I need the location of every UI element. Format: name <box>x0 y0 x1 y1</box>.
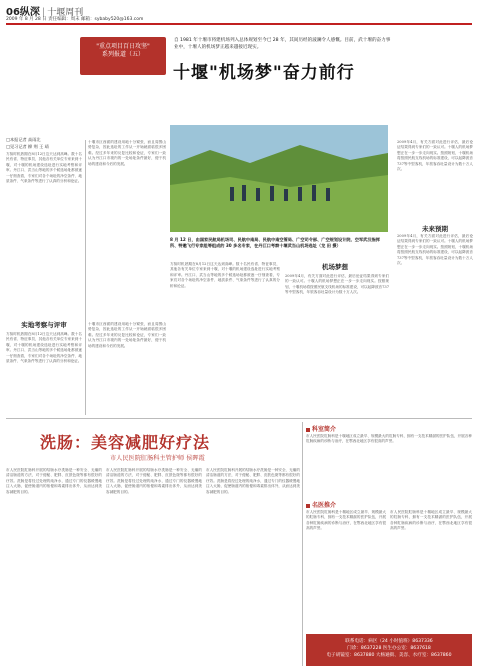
square-bullet-icon <box>306 428 310 432</box>
article-column-1: 方抹时机熟期在8月12日这天达到高峰。数十名民有省、特征事员，其他各有关单位专家来到十堰，对十堰的机场建设选址进行实地考察和评审。丹江口、武当山等地的多个候选场址都被逐一仔细查看，专家们对各个场址的净空条件、地质条件、气象条件等进行了认真的分析和论证。 <box>6 152 82 184</box>
subhead-outlook: 未来预期 <box>422 225 448 233</box>
byline-reporter: □本报记者 高雨北 <box>6 137 41 142</box>
section-divider <box>6 418 472 419</box>
article-column-5: 2009年4月，有关方面对此进行评估，最后论证结果得到专家们的一致认可。十堰人的机场梦想正在一步一步走向现实。按照规划，十堰机场将按照民航支线机场的标准建设，可以起降波音737等中型客机，年旅客吞吐量设计为数十万人次。 <box>285 274 389 295</box>
badge-line-2: 系列报道（五） <box>101 51 144 58</box>
article-column-3: 2009年4月，有关方面对此进行评估，最后论证结果得到专家们的一致认可。十堰人的机场梦想正在一步一步走向现实。按照规划，十堰机场将按照民航支线机场的标准建设，可以起降波音737等中型客机，年旅客吞吐量设计为数十万人次。 <box>397 140 473 172</box>
lead-paragraph: 自 1981 年十堰市将建机场列入总体规划至今已 28 年，其间历经的波澜令人感慨。目前，武十堰的奋力事业中，十堰人的机场梦正越来越接近现实。 <box>174 38 391 50</box>
badge-line-1: "重点项目百日攻坚" <box>96 43 150 50</box>
photo-illustration <box>170 125 388 232</box>
subhead-dream: 机场梦想 <box>322 263 348 271</box>
header-rule <box>6 23 472 25</box>
main-headline: 十堰"机场梦"奋力前行 <box>173 63 355 83</box>
news-photo <box>170 125 388 232</box>
date-editor-line: 2009 年 8 月 28 日 责任编辑：周末 邮箱：sybaby520@163.com <box>6 17 144 22</box>
section-name: 纵深 <box>19 7 40 18</box>
square-bullet-icon <box>306 504 310 508</box>
byline-trainee: □见习记者 柳 荆 王 靖 <box>6 143 49 149</box>
contact-box <box>306 634 472 666</box>
dept-intro-title: 科室简介 <box>306 424 336 433</box>
article-column-2b: 十堰市区西面的建设用地十分紧张，而且周围山势复杂，因此选址的工作从一开始就面临很多困难。经过多年来的反复比较和论证，专家们一致认为丹江口市境内的一处场址条件最好，便于机场的建设和今后的发展。 <box>88 322 166 348</box>
article-column-4: 方抹时机熟期在8月12日这天达到高峰。数十名民有省、特征事员，其他各有关单位专家来到十堰，对十堰的机场建设选址进行实地考察和评审。丹江口、武当山等地的多个候选场址都被逐一仔细查看，专家们对各个场址的净空条件、地质条件、气象条件等进行了认真的分析和论证。 <box>170 262 280 288</box>
contact-line-1: 联系电话：病区（24 小时值班）8637336 <box>345 639 433 644</box>
article-column-2: 十堰市区西面的建设用地十分紧张，而且周围山势复杂，因此选址的工作从一开始就面临很多困难。经过多年来的反复比较和论证，专家们一致认为丹江口市境内的一处场址条件最好，便于机场的建设和今后的发展。 <box>88 140 166 166</box>
byline <box>6 137 76 150</box>
article2-column-1: 市人民医院肛肠科开展的结肠水疗洗肠是一种安全、无痛的清洁肠道的方法，对于便秘、肥胖、皮肤色斑等都有很好的疗效。洗肠是将经过处理的纯净水，通过专门的仪器缓慢地注入大肠，促使肠道内的宿便和毒素排出体外，从而达到美容减肥的目的。 <box>6 468 102 494</box>
title-separator: | <box>41 7 46 18</box>
article-column-1b: 方抹时机熟期在8月12日这天达到高峰。数十名民有省、特征事员，其他各有关单位专家来到十堰，对十堰的机场建设选址进行实地考察和评审。丹江口、武当山等地的多个候选场址都被逐一仔细查看，专家们对各个场址的净空条件、地质条件、气象条件等进行了认真的分析和论证。 <box>6 332 82 364</box>
doctors-text-1: 市人民医院肛肠科是十堰地区成立最早、规模最大的肛肠专科，拥有一支技术精湛的医护队伍，开展各种肛肠疾病的诊断与治疗，在鄂西北地区享有很高的声誉。 <box>306 510 386 531</box>
article2-title: 洗肠：美容减肥好疗法 <box>40 433 211 452</box>
column-divider <box>85 140 86 415</box>
contact-line-3: 电子胡镜室：8637880 大杨通街、美容、水疗室：8637860 <box>326 653 452 658</box>
edition-name: 十堰周刊 <box>47 8 84 18</box>
series-badge <box>80 37 166 75</box>
contact-line-2: 门诊：8637228 医生办公室：8637618 <box>347 646 431 651</box>
dept-intro-text: 市人民医院肛肠科是十堰地区成立最早、规模最大的肛肠专科，拥有一支技术精湛的医护队伍，开展各种肛肠疾病的诊断与治疗，在鄂西北地区享有很高的声誉。 <box>306 434 472 444</box>
photo-caption: 8 月 12 日，由国家民航局机场司、民航中南局、民航中南空管局、广空司令部、广空规划设计院、空军武汉指挥所、特邀飞行专家组等组成的 30 多名专家，在丹江口考察十堰武当山机场选址（龙 田 摄） <box>170 237 380 248</box>
article2-subtitle: 市人民医院肛肠科主管护师 侯晖霞 <box>110 455 205 462</box>
page-header <box>6 3 472 23</box>
right-box-divider <box>302 422 303 666</box>
article2-column-2: 市人民医院肛肠科开展的结肠水疗洗肠是一种安全、无痛的清洁肠道的方法，对于便秘、肥胖、皮肤色斑等都有很好的疗效。洗肠是将经过处理的纯净水，通过专门的仪器缓慢地注入大肠，促使肠道内的宿便和毒素排出体外，从而达到美容减肥的目的。 <box>106 468 202 494</box>
article-column-3b: 2009年4月，有关方面对此进行评估，最后论证结果得到专家们的一致认可。十堰人的机场梦想正在一步一步走向现实。按照规划，十堰机场将按照民航支线机场的标准建设，可以起降波音737等中型客机，年旅客吞吐量设计为数十万人次。 <box>397 234 473 266</box>
subhead-inspection: 实地考察与评审 <box>21 321 67 329</box>
doctors-title: 名医推介 <box>306 500 336 509</box>
page-number: 06 <box>6 7 20 18</box>
doctors-text-2: 市人民医院肛肠科是十堰地区成立最早、规模最大的肛肠专科，拥有一支技术精湛的医护队伍，开展各种肛肠疾病的诊断与治疗，在鄂西北地区享有很高的声誉。 <box>390 510 472 531</box>
article2-column-3: 市人民医院肛肠科开展的结肠水疗洗肠是一种安全、无痛的清洁肠道的方法，对于便秘、肥胖、皮肤色斑等都有很好的疗效。洗肠是将经过处理的纯净水，通过专门的仪器缓慢地注入大肠，促使肠道内的宿便和毒素排出体外，从而达到美容减肥的目的。 <box>206 468 300 494</box>
